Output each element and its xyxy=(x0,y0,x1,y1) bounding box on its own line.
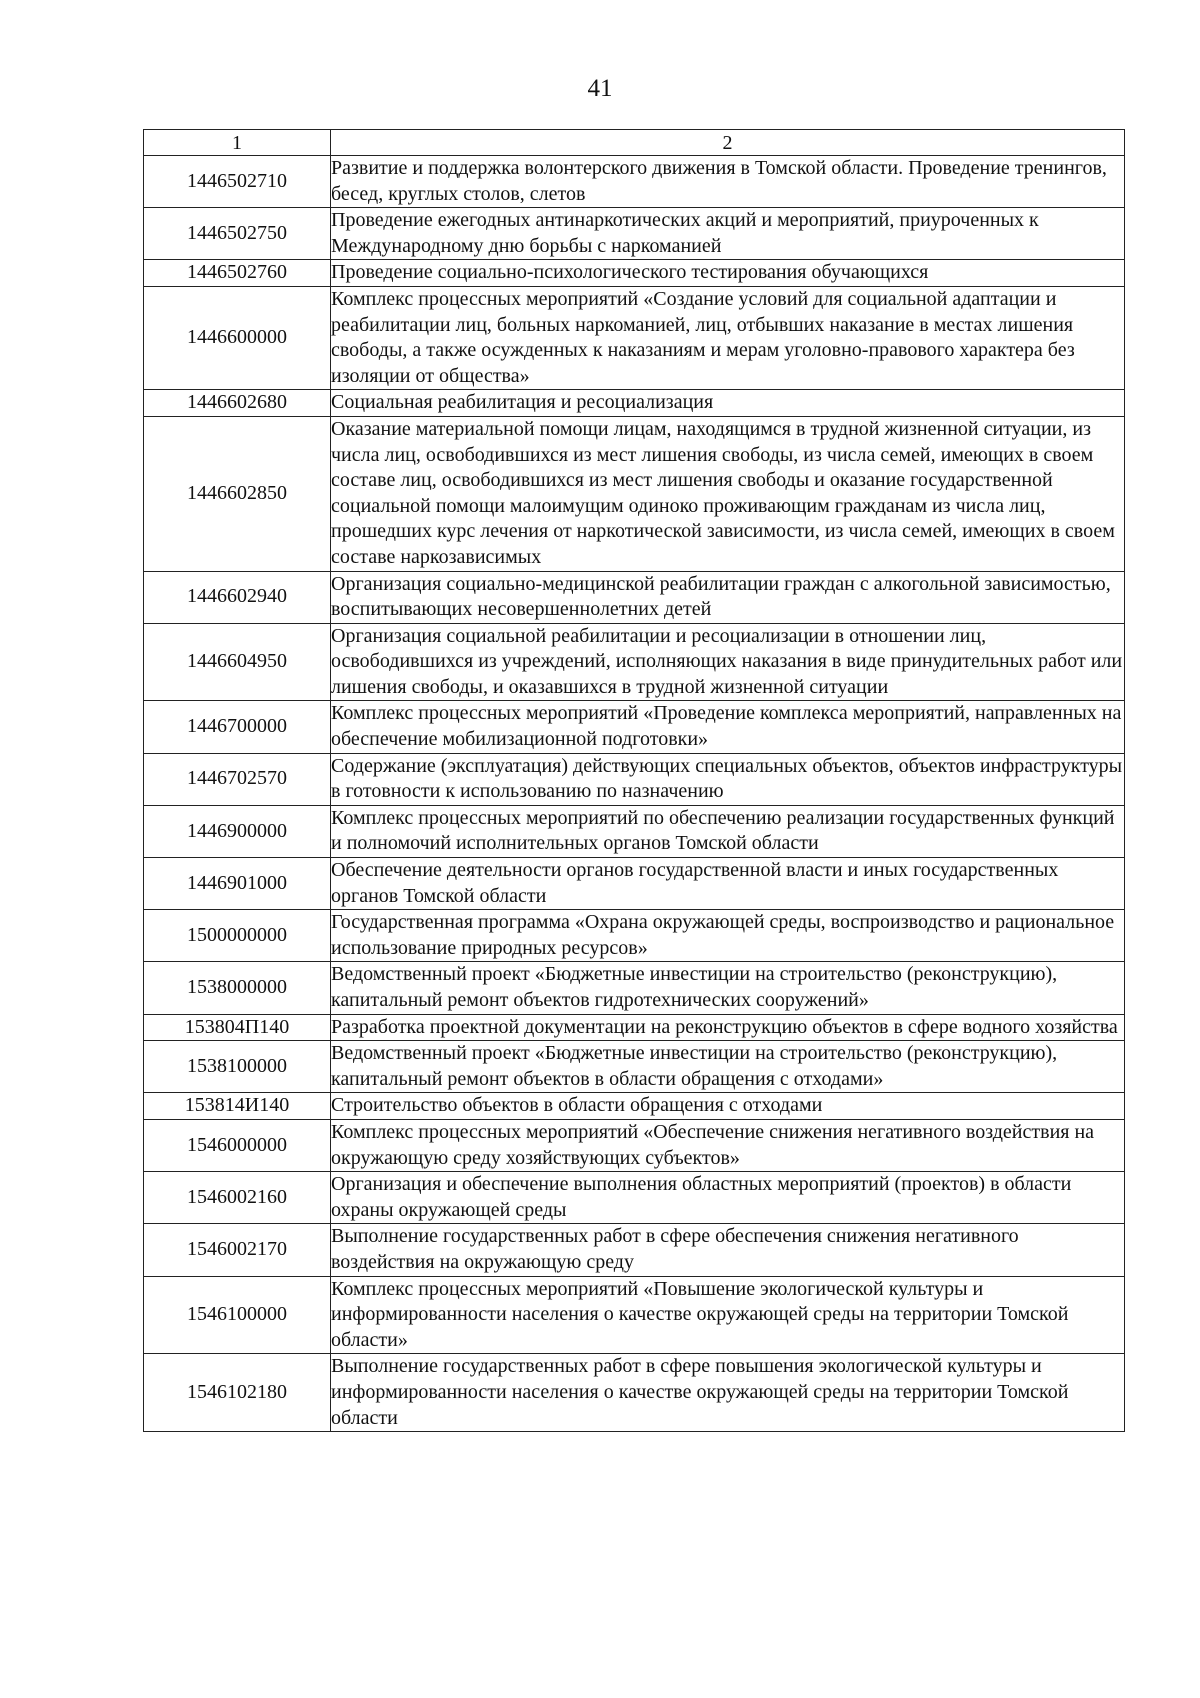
row-code: 1446604950 xyxy=(144,623,331,701)
table-row xyxy=(144,156,1125,208)
table-row xyxy=(144,701,1125,753)
row-name: Комплекс процессных мероприятий по обеспечению реализации государственных функций и полномочий исполнительных органов Томской области xyxy=(331,805,1125,857)
budget-classification-table xyxy=(143,129,1125,1432)
row-name: Выполнение государственных работ в сфере обеспечения снижения негативного воздействия на окружающую среду xyxy=(331,1224,1125,1276)
row-code: 1446702570 xyxy=(144,753,331,805)
table-row xyxy=(144,910,1125,962)
row-code: 1538100000 xyxy=(144,1041,331,1093)
table-row xyxy=(144,623,1125,701)
row-code: 1446600000 xyxy=(144,286,331,389)
row-name: Содержание (эксплуатация) действующих специальных объектов, объектов инфраструктуры в готовности к использованию по назначению xyxy=(331,753,1125,805)
row-code: 1546102180 xyxy=(144,1354,331,1432)
row-name: Разработка проектной документации на реконструкцию объектов в сфере водного хозяйства xyxy=(331,1014,1125,1041)
table-row xyxy=(144,962,1125,1014)
row-name: Организация социальной реабилитации и ресоциализации в отношении лиц, освободившихся из учреждений, исполняющих наказания в виде принудительных работ или лишения свободы, и оказавшихся в трудной жизненной ситуации xyxy=(331,623,1125,701)
row-code: 1446900000 xyxy=(144,805,331,857)
column-header-name: 2 xyxy=(331,130,1125,156)
row-code: 1446901000 xyxy=(144,858,331,910)
table-row xyxy=(144,1354,1125,1432)
table-row xyxy=(144,1093,1125,1120)
table-row xyxy=(144,416,1125,571)
row-name: Социальная реабилитация и ресоциализация xyxy=(331,390,1125,417)
row-name: Ведомственный проект «Бюджетные инвестиции на строительство (реконструкцию), капитальный ремонт объектов в области обращения с отходами» xyxy=(331,1041,1125,1093)
row-name: Строительство объектов в области обращения с отходами xyxy=(331,1093,1125,1120)
table-row xyxy=(144,858,1125,910)
row-code: 1446502710 xyxy=(144,156,331,208)
table-row xyxy=(144,1224,1125,1276)
column-header-code: 1 xyxy=(144,130,331,156)
row-code: 1500000000 xyxy=(144,910,331,962)
row-code: 1446602680 xyxy=(144,390,331,417)
table-row xyxy=(144,208,1125,260)
row-name: Комплекс процессных мероприятий «Создание условий для социальной адаптации и реабилитации лиц, больных наркоманией, лиц, отбывших наказание в местах лишения свободы, а также осужденных к наказаниям и мерам уголовно-правового характера без изоляции от общества» xyxy=(331,286,1125,389)
table-row xyxy=(144,571,1125,623)
row-name: Организация социально-медицинской реабилитации граждан с алкогольной зависимостью, воспитывающих несовершеннолетних детей xyxy=(331,571,1125,623)
row-code: 1446602940 xyxy=(144,571,331,623)
row-name: Проведение ежегодных антинаркотических акций и мероприятий, приуроченных к Международному дню борьбы с наркоманией xyxy=(331,208,1125,260)
table-row xyxy=(144,805,1125,857)
table-row xyxy=(144,753,1125,805)
table-row xyxy=(144,1172,1125,1224)
row-name: Выполнение государственных работ в сфере повышения экологической культуры и информированности населения о качестве окружающей среды на территории Томской области xyxy=(331,1354,1125,1432)
row-name: Комплекс процессных мероприятий «Обеспечение снижения негативного воздействия на окружающую среду хозяйствующих субъектов» xyxy=(331,1119,1125,1171)
table-row xyxy=(144,1119,1125,1171)
table-row xyxy=(144,1276,1125,1354)
row-name: Оказание материальной помощи лицам, находящимся в трудной жизненной ситуации, из числа лиц, освободившихся из мест лишения свободы, из числа семей, имеющих в своем составе лиц, освободившихся из мест лишения свободы и оказание государственной социальной помощи малоимущим одиноко проживающим гражданам из числа лиц, прошедших курс лечения от наркотической зависимости, из числа семей, имеющих в своем составе наркозависимых xyxy=(331,416,1125,571)
row-name: Комплекс процессных мероприятий «Повышение экологической культуры и информированности населения о качестве окружающей среды на территории Томской области» xyxy=(331,1276,1125,1354)
row-name: Ведомственный проект «Бюджетные инвестиции на строительство (реконструкцию), капитальный ремонт объектов гидротехнических сооружений» xyxy=(331,962,1125,1014)
table-row xyxy=(144,260,1125,287)
row-code: 1446502750 xyxy=(144,208,331,260)
row-code: 1546100000 xyxy=(144,1276,331,1354)
table-row xyxy=(144,390,1125,417)
row-name: Организация и обеспечение выполнения областных мероприятий (проектов) в области охраны окружающей среды xyxy=(331,1172,1125,1224)
table-row xyxy=(144,1041,1125,1093)
row-code: 1446602850 xyxy=(144,416,331,571)
table-row xyxy=(144,286,1125,389)
row-code: 1446700000 xyxy=(144,701,331,753)
row-code: 1546002170 xyxy=(144,1224,331,1276)
page-number: 41 xyxy=(587,75,613,102)
row-name: Государственная программа «Охрана окружающей среды, воспроизводство и рациональное использование природных ресурсов» xyxy=(331,910,1125,962)
row-name: Проведение социально-психологического тестирования обучающихся xyxy=(331,260,1125,287)
row-code: 153814И140 xyxy=(144,1093,331,1120)
table-row xyxy=(144,1014,1125,1041)
row-code: 153804П140 xyxy=(144,1014,331,1041)
table-header-row xyxy=(144,130,1125,156)
row-code: 1546002160 xyxy=(144,1172,331,1224)
row-code: 1546000000 xyxy=(144,1119,331,1171)
row-code: 1446502760 xyxy=(144,260,331,287)
row-name: Комплекс процессных мероприятий «Проведение комплекса мероприятий, направленных на обеспечение мобилизационной подготовки» xyxy=(331,701,1125,753)
row-name: Обеспечение деятельности органов государственной власти и иных государственных органов Томской области xyxy=(331,858,1125,910)
row-code: 1538000000 xyxy=(144,962,331,1014)
row-name: Развитие и поддержка волонтерского движения в Томской области. Проведение тренингов, бесед, круглых столов, слетов xyxy=(331,156,1125,208)
